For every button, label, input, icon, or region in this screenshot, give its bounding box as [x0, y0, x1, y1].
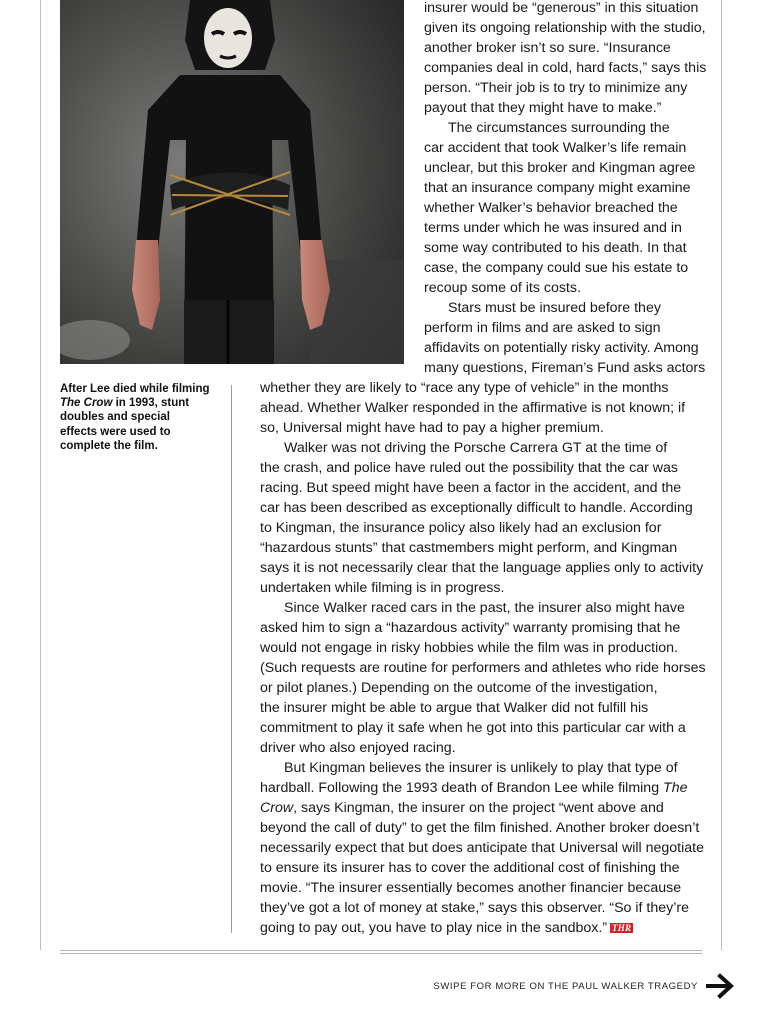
article-line: they’ve got a lot of money at stake,” says this observer. “So if they’re	[260, 900, 689, 916]
article-lower-column	[260, 378, 710, 938]
article-line: racing. But speed might have been a factor in the accident, and the	[260, 480, 682, 496]
article-line: affidavits on potentially risky activity. Among	[424, 340, 699, 356]
article-line: But Kingman believes the insurer is unlikely to play that type of	[284, 760, 678, 776]
article-line: so, Universal might have had to pay a higher premium.	[260, 420, 604, 436]
article-line: the crash, and police have ruled out the possibility that the car was	[260, 460, 678, 476]
bottom-rule	[60, 950, 702, 951]
article-line: Walker was not driving the Porsche Carrera GT at the time of	[284, 440, 668, 456]
page-frame-left	[40, 0, 41, 950]
page-frame-right	[721, 0, 722, 950]
swipe-prompt[interactable]	[433, 970, 736, 1002]
crow-photo-illustration	[60, 0, 404, 364]
swipe-label: SWIPE FOR MORE ON THE PAUL WALKER TRAGEDY	[433, 980, 698, 992]
article-line: asked him to sign a “hazardous activity” warranty promising that he	[260, 620, 681, 636]
article-line: or pilot planes.) Depending on the outcome of the investigation,	[260, 680, 658, 696]
article-line: person. “Their job is to try to minimize any	[424, 80, 688, 96]
article-line: going to pay out, you have to play nice in the sandbox.” THR	[260, 920, 632, 936]
article-line: Since Walker raced cars in the past, the insurer also might have	[284, 600, 685, 616]
article-line: would not engage in risky hobbies while the film was in production.	[260, 640, 678, 656]
article-line: to ensure its insurer has to cover the additional cost of finishing the	[260, 860, 680, 876]
article-upper-column	[424, 0, 714, 378]
article-line: whether Walker’s behavior breached the	[424, 200, 678, 216]
article-line: undertaken while filming is in progress.	[260, 580, 505, 596]
article-line: (Such requests are routine for performers and athletes who ride horses	[260, 660, 706, 676]
article-line: that an insurance company might examine	[424, 180, 691, 196]
article-line: to Kingman, the insurance policy also likely had an exclusion for	[260, 520, 662, 536]
article-line: driver who also enjoyed racing.	[260, 740, 456, 756]
article-line: perform in films and are asked to sign	[424, 320, 661, 336]
column-divider	[231, 385, 232, 933]
article-line: necessarily expect that but does anticipate that Universal will negotiate	[260, 840, 705, 856]
article-line: recoup some of its costs.	[424, 280, 581, 296]
bottom-rule-secondary	[60, 953, 702, 954]
article-line: insurer would be “generous” in this situation	[424, 0, 699, 16]
crow-photo	[60, 0, 404, 364]
article-line: terms under which he was insured and in	[424, 220, 682, 236]
article-line: Crow, says Kingman, the insurer on the project “went above and	[260, 800, 664, 816]
article-line: “hazardous stunts” that castmembers might perform, and Kingman	[260, 540, 678, 556]
article-line: given its ongoing relationship with the studio,	[424, 20, 706, 36]
article-line: car accident that took Walker’s life remain	[424, 140, 687, 156]
article-line: ahead. Whether Walker responded in the affirmative is not known; if	[260, 400, 686, 416]
article-line: commitment to play it safe when he got into this particular car with a	[260, 720, 686, 736]
article-line: payout that they might have to make.”	[424, 100, 662, 116]
article-line: another broker isn’t so sure. “Insurance	[424, 40, 671, 56]
article-line: whether they are likely to “race any type of vehicle” in the months	[260, 380, 669, 396]
article-line: Stars must be insured before they	[448, 300, 661, 316]
arrow-right-icon[interactable]	[706, 971, 736, 1001]
article-line: the insurer might be able to argue that Walker did not fulfill his	[260, 700, 649, 716]
article-line: movie. “The insurer essentially becomes another financier because	[260, 880, 682, 896]
film-title-the: The	[663, 780, 688, 796]
article-line: hardball. Following the 1993 death of Brandon Lee while filming The	[260, 780, 688, 796]
article-line: The circumstances surrounding the	[448, 120, 670, 136]
film-title-crow: Crow	[260, 800, 294, 816]
article-line: unclear, but this broker and Kingman agree	[424, 160, 696, 176]
thr-end-mark: THR	[612, 923, 632, 933]
caption-film-title: The Crow	[60, 397, 113, 410]
photo-caption: After Lee died while filming The Crow in 1993, stunt doubles and special effects were used to complete the film.	[60, 383, 210, 452]
article-line: case, the company could sue his estate to	[424, 260, 689, 276]
article-line: says it is not necessarily clear that the language applies only to activity	[260, 560, 704, 576]
article-line: companies deal in cold, hard facts,” says this	[424, 60, 707, 76]
article-line: some way contributed to his death. In that	[424, 240, 687, 256]
article-line: car has been described as exceptionally difficult to handle. According	[260, 500, 693, 516]
article-line: beyond the call of duty” to get the film finished. Another broker doesn’t	[260, 820, 700, 836]
article-line: many questions, Fireman’s Fund asks actors	[424, 360, 706, 376]
